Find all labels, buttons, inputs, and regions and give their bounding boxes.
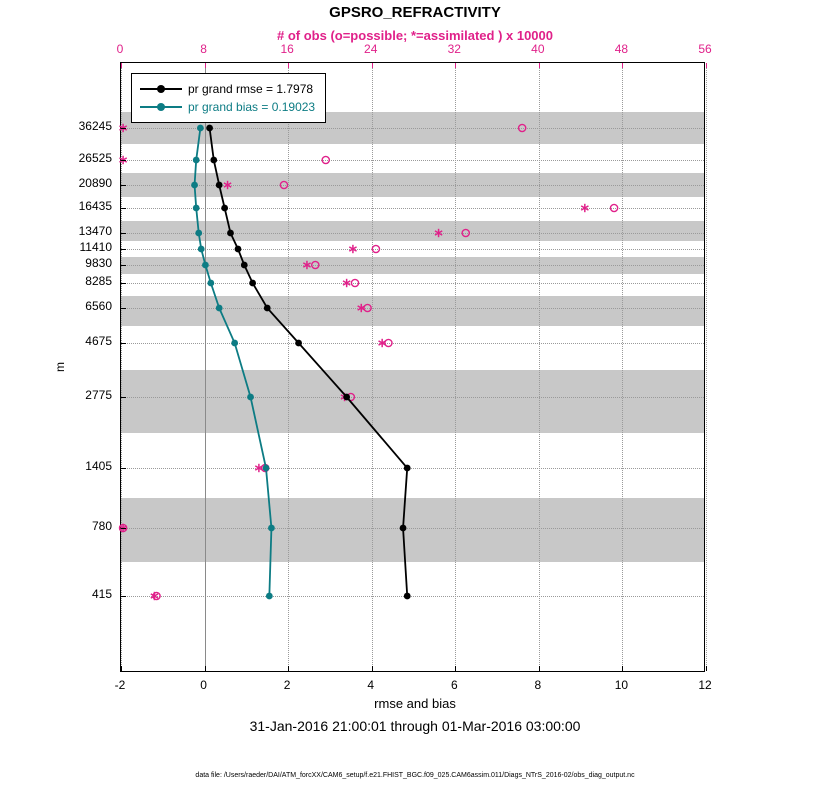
series-marker [206, 125, 213, 132]
y-tickmark [121, 343, 126, 344]
y-tick-label: 26525 [78, 151, 112, 165]
legend-item-bias [140, 98, 315, 116]
series-marker [202, 262, 209, 269]
series-marker [263, 465, 270, 472]
top-axis-title: # of obs (o=possible; *=assimilated ) x 10000 [277, 28, 553, 43]
y-tick-label: 4675 [85, 334, 112, 348]
series-marker [268, 525, 275, 532]
top-x-tickmark [205, 63, 206, 68]
series-marker [404, 593, 411, 600]
y-tickmark [121, 249, 126, 250]
y-tickmark [121, 233, 126, 234]
legend [131, 73, 326, 123]
assimilated-obs-marker [435, 229, 442, 237]
y-tickmark [121, 528, 126, 529]
top-x-tickmark [539, 63, 540, 68]
y-tickmark [121, 265, 126, 266]
series-marker [198, 246, 205, 253]
series-marker [231, 340, 238, 347]
y-tick-label: 1405 [85, 459, 112, 473]
x-tick-label: 8 [534, 678, 542, 692]
series-marker [193, 157, 200, 164]
series-marker [207, 280, 214, 287]
y-axis-label: m [53, 362, 67, 372]
y-tick-label: 36245 [78, 119, 112, 133]
top-x-tick-label: 56 [698, 42, 712, 56]
page-title: GPSRO_REFRACTIVITY [329, 4, 501, 21]
x-tick-label: -2 [114, 678, 126, 692]
y-tick-label: 780 [91, 519, 112, 533]
assimilated-obs-marker [349, 245, 356, 253]
possible-obs-marker [312, 261, 319, 268]
y-tickmark [121, 308, 126, 309]
x-tickmark [121, 666, 122, 671]
series-line [210, 128, 408, 596]
y-tickmark [121, 185, 126, 186]
top-x-tick-label: 48 [614, 42, 629, 56]
y-tickmark [121, 596, 126, 597]
y-tick-label: 9830 [85, 256, 112, 270]
y-tickmark [121, 397, 126, 398]
series-marker [216, 305, 223, 312]
y-tick-label: 13470 [78, 224, 112, 238]
plot-area [120, 62, 705, 672]
series-marker [235, 246, 242, 253]
series-line [195, 128, 272, 596]
y-tick-label: 2775 [85, 388, 112, 402]
x-tickmark [622, 666, 623, 671]
y-tick-label: 6560 [85, 299, 112, 313]
x-tickmark [539, 666, 540, 671]
top-x-tickmark [121, 63, 122, 68]
y-tickmark [121, 160, 126, 161]
possible-obs-marker [385, 339, 392, 346]
series-marker [221, 205, 228, 212]
top-x-tick-label: 8 [200, 42, 207, 56]
possible-obs-marker [610, 204, 617, 211]
series-marker [241, 262, 248, 269]
series-marker [191, 182, 198, 189]
possible-obs-marker [462, 229, 469, 236]
x-tick-label: 0 [200, 678, 207, 692]
top-x-tickmark [372, 63, 373, 68]
y-tickmark [121, 128, 126, 129]
y-tickmark [121, 468, 126, 469]
x-tickmark [205, 666, 206, 671]
assimilated-obs-marker [343, 279, 350, 287]
y-tickmark [121, 283, 126, 284]
legend-label-rmse: pr grand rmse = 1.7978 [188, 82, 314, 96]
y-tick-label: 8285 [85, 274, 112, 288]
legend-item-rmse [140, 80, 315, 98]
x-tick-label: 2 [283, 678, 291, 692]
series-marker [247, 394, 254, 401]
data-file-note: data file: /Users/raeder/DAI/ATM_forcXX/CAM6_setup/f.e21.FHIST_BGC.f09_025.CAM6assim.011/Diags_NTrS_2016-02/obs_diag_output.nc [195, 772, 635, 779]
x-tickmark [372, 666, 373, 671]
x-tick-label: 10 [614, 678, 629, 692]
possible-obs-marker [364, 304, 371, 311]
y-tick-label: 16435 [78, 199, 112, 213]
assimilated-obs-marker [224, 181, 231, 189]
top-x-tick-label: 0 [116, 42, 124, 56]
x-axis-label: rmse and bias [374, 696, 456, 711]
series-marker [343, 394, 350, 401]
possible-obs-marker [519, 124, 526, 131]
top-x-tick-label: 16 [280, 42, 294, 56]
y-tick-label: 415 [91, 587, 112, 601]
assimilated-obs-marker [303, 261, 310, 269]
date-range-subtitle: 31-Jan-2016 21:00:01 through 01-Mar-2016 03:00:00 [249, 718, 581, 734]
y-tick-label: 11410 [79, 240, 112, 254]
top-x-tick-label: 24 [364, 42, 378, 56]
possible-obs-marker [372, 245, 379, 252]
series-marker [216, 182, 223, 189]
top-x-tickmark [622, 63, 623, 68]
series-marker [197, 125, 204, 132]
x-tickmark [288, 666, 289, 671]
x-tick-label: 12 [698, 678, 712, 692]
y-tick-label: 20890 [78, 176, 112, 190]
top-x-tickmark [288, 63, 289, 68]
series-marker [193, 205, 200, 212]
top-x-tickmark [455, 63, 456, 68]
possible-obs-marker [322, 156, 329, 163]
top-x-tick-label: 32 [447, 42, 461, 56]
series-marker [210, 157, 217, 164]
y-tickmark [121, 208, 126, 209]
series-marker [249, 280, 256, 287]
series-marker [400, 525, 407, 532]
x-tickmark [455, 666, 456, 671]
gridline-vertical [706, 63, 707, 671]
x-tick-label: 6 [450, 678, 458, 692]
series-marker [264, 305, 271, 312]
series-marker [404, 465, 411, 472]
possible-obs-marker [280, 181, 287, 188]
series-marker [295, 340, 302, 347]
series-layer [121, 63, 706, 673]
assimilated-obs-marker [581, 204, 588, 212]
x-tick-label: 4 [367, 678, 375, 692]
x-tickmark [706, 666, 707, 671]
top-x-tick-label: 40 [531, 42, 545, 56]
legend-label-bias: pr grand bias = 0.19023 [188, 100, 316, 114]
series-marker [195, 230, 202, 237]
possible-obs-marker [351, 279, 358, 286]
series-marker [227, 230, 234, 237]
top-x-tickmark [706, 63, 707, 68]
series-marker [266, 593, 273, 600]
